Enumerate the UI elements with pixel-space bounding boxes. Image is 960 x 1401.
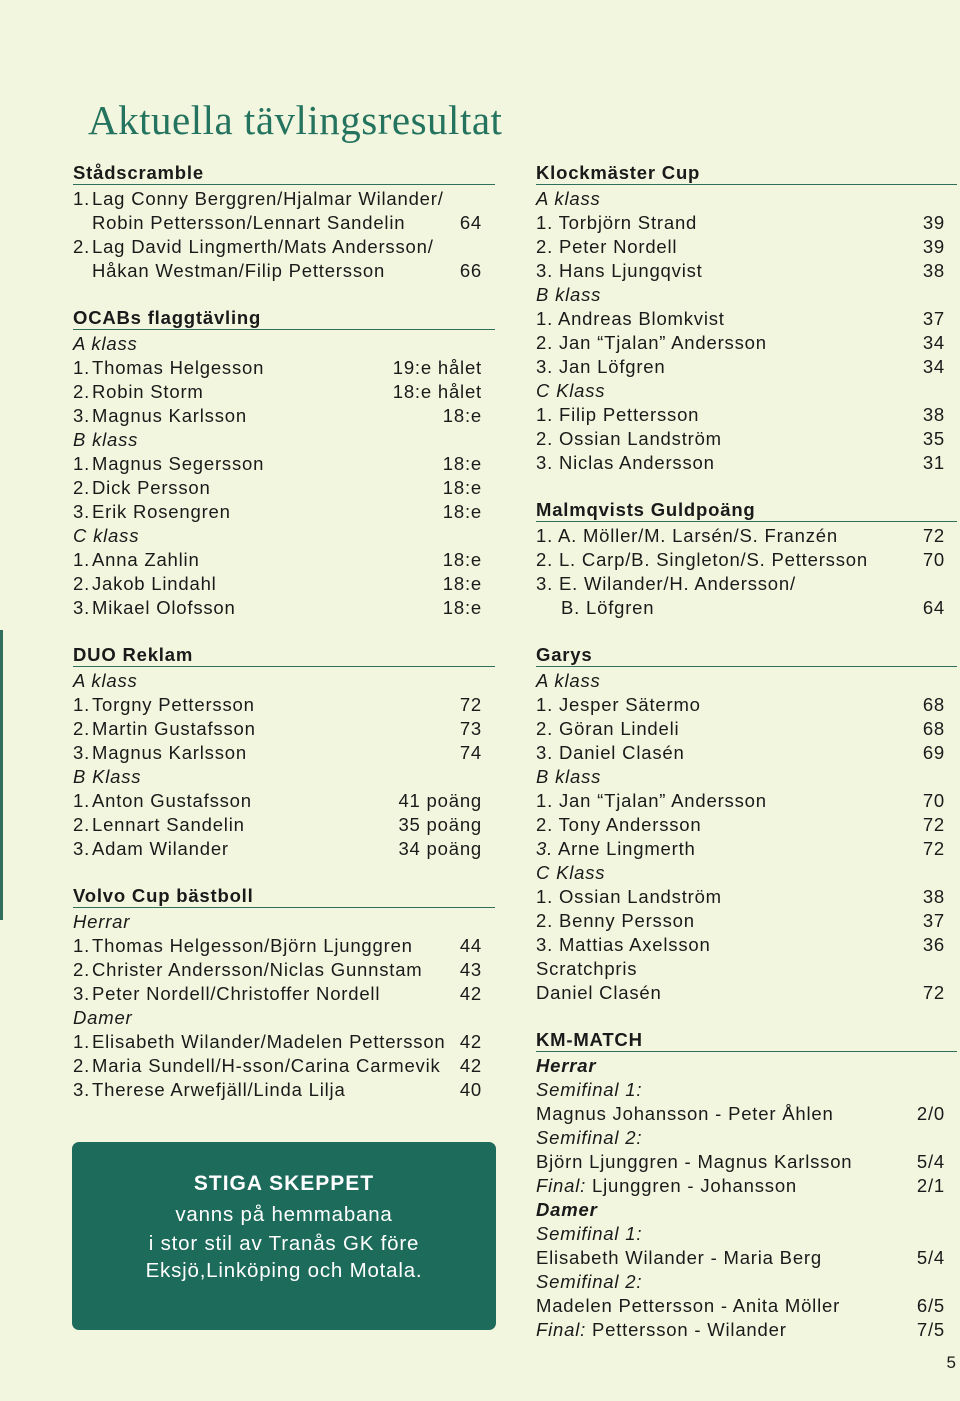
class-label: A klass xyxy=(73,670,138,691)
result-row: 2. Martin Gustafsson 73 xyxy=(73,718,482,739)
result-row: 1. Magnus Segersson 18:e xyxy=(73,453,482,474)
result-row: 1. Anton Gustafsson 41 poäng xyxy=(73,790,482,811)
result-row: 1. A. Möller/M. Larsén/S. Franzén 72 xyxy=(536,525,945,546)
class-label: Herrar xyxy=(73,911,131,932)
malmqvist-section xyxy=(536,499,957,620)
garys-section xyxy=(536,644,957,1005)
result-row: 3. Magnus Karlsson 18:e xyxy=(73,405,482,426)
match-row: Björn Ljunggren - Magnus Karlsson 5/4 xyxy=(536,1151,945,1172)
km-section xyxy=(536,1029,957,1342)
stadscramble-heading: Stådscramble xyxy=(73,162,495,185)
promo-box xyxy=(72,1142,496,1330)
duo-heading: DUO Reklam xyxy=(73,644,495,667)
result-row: B. Löfgren 64 xyxy=(561,597,945,618)
result-row: 3. Arne Lingmerth 72 xyxy=(536,838,945,859)
class-label: Herrar xyxy=(536,1055,597,1076)
right-column xyxy=(536,162,957,1342)
class-label: C Klass xyxy=(536,380,606,401)
class-label: A klass xyxy=(536,188,601,209)
round-label: Semifinal 1: xyxy=(536,1079,643,1100)
class-label: B klass xyxy=(536,284,602,305)
result-row: Håkan Westman/Filip Pettersson 66 xyxy=(92,260,482,281)
class-label: C klass xyxy=(73,525,140,546)
promo-heading: STIGA SKEPPET xyxy=(193,1172,375,1195)
promo-line: i stor stil av Tranås GK före xyxy=(148,1232,420,1255)
match-row: Magnus Johansson - Peter Åhlen 2/0 xyxy=(536,1103,945,1124)
volvo-heading: Volvo Cup bästboll xyxy=(73,885,495,908)
result-row: 3. Hans Ljungqvist 38 xyxy=(536,260,945,281)
result-row: 2. Tony Andersson 72 xyxy=(536,814,945,835)
result-row: 3. Erik Rosengren 18:e xyxy=(73,501,482,522)
result-row: 2. Dick Persson 18:e xyxy=(73,477,482,498)
class-label: B klass xyxy=(536,766,602,787)
klockmaster-section xyxy=(536,162,957,475)
class-label: B Klass xyxy=(73,766,142,787)
result-row: 2. Lag David Lingmerth/Mats Andersson/ xyxy=(73,236,434,257)
result-row: 2. Ossian Landström 35 xyxy=(536,428,945,449)
result-row: 3. Adam Wilander 34 poäng xyxy=(73,838,482,859)
match-row: Final: Ljunggren - Johansson 2/1 xyxy=(536,1175,945,1196)
result-row: 2. Jakob Lindahl 18:e xyxy=(73,573,482,594)
result-row: 1. Andreas Blomkvist 37 xyxy=(536,308,945,329)
result-row: 2. Christer Andersson/Niclas Gunnstam 43 xyxy=(73,959,482,980)
match-row: Final: Pettersson - Wilander 7/5 xyxy=(536,1319,945,1340)
garys-heading: Garys xyxy=(536,644,957,667)
klockmaster-heading: Klockmäster Cup xyxy=(536,162,957,185)
result-row: 1. Ossian Landström 38 xyxy=(536,886,945,907)
result-row: 2. Jan “Tjalan” Andersson 34 xyxy=(536,332,945,353)
ocabs-section xyxy=(73,307,495,620)
round-label: Semifinal 1: xyxy=(536,1223,643,1244)
left-column xyxy=(73,162,495,1102)
result-row: 3. Peter Nordell/Christoffer Nordell 42 xyxy=(73,983,482,1004)
result-row: 1. Elisabeth Wilander/Madelen Pettersson 42 xyxy=(73,1031,482,1052)
result-row: 2. Lennart Sandelin 35 poäng xyxy=(73,814,482,835)
class-label: Damer xyxy=(536,1199,598,1220)
result-row: 1. Thomas Helgesson/Björn Ljunggren 44 xyxy=(73,935,482,956)
scratch-label: Scratchpris xyxy=(536,958,638,979)
ocabs-heading: OCABs flaggtävling xyxy=(73,307,495,330)
result-row: 1. Anna Zahlin 18:e xyxy=(73,549,482,570)
result-row: 1. Torbjörn Strand 39 xyxy=(536,212,945,233)
promo-line: Eksjö,Linköping och Motala. xyxy=(145,1259,423,1282)
result-row: Robin Pettersson/Lennart Sandelin 64 xyxy=(92,212,482,233)
result-row: 2. Robin Storm 18:e hålet xyxy=(73,381,482,402)
result-row: 3. E. Wilander/H. Andersson/ xyxy=(536,573,796,594)
result-row: 3. Mikael Olofsson 18:e xyxy=(73,597,482,618)
result-row: 2. Peter Nordell 39 xyxy=(536,236,945,257)
class-label: A klass xyxy=(73,333,138,354)
round-label: Semifinal 2: xyxy=(536,1127,643,1148)
result-row: 1. Lag Conny Berggren/Hjalmar Wilander/ xyxy=(73,188,444,209)
result-row: 1. Jan “Tjalan” Andersson 70 xyxy=(536,790,945,811)
result-row: 2. L. Carp/B. Singleton/S. Pettersson 70 xyxy=(536,549,945,570)
edge-bar xyxy=(0,630,3,920)
class-label: Damer xyxy=(73,1007,133,1028)
result-row: 2. Göran Lindeli 68 xyxy=(536,718,945,739)
page-title: Aktuella tävlingsresultat xyxy=(88,97,503,143)
result-row: 2. Benny Persson 37 xyxy=(536,910,945,931)
page-number: 5 xyxy=(946,1353,956,1372)
result-row: 2. Maria Sundell/H-sson/Carina Carmevik 42 xyxy=(73,1055,482,1076)
result-row: 1. Filip Pettersson 38 xyxy=(536,404,945,425)
stadscramble-section xyxy=(73,162,495,283)
result-row: 3. Jan Löfgren 34 xyxy=(536,356,945,377)
round-label: Semifinal 2: xyxy=(536,1271,643,1292)
result-row: 3. Therese Arwefjäll/Linda Lilja 40 xyxy=(73,1079,482,1100)
match-row: Elisabeth Wilander - Maria Berg 5/4 xyxy=(536,1247,945,1268)
class-label: C Klass xyxy=(536,862,606,883)
match-row: Madelen Pettersson - Anita Möller 6/5 xyxy=(536,1295,945,1316)
result-row: 3. Daniel Clasén 69 xyxy=(536,742,945,763)
malmqvist-heading: Malmqvists Guldpoäng xyxy=(536,499,957,522)
class-label: B klass xyxy=(73,429,139,450)
result-row: 3. Niclas Andersson 31 xyxy=(536,452,945,473)
volvo-section xyxy=(73,885,495,1102)
result-row: Daniel Clasén 72 xyxy=(536,982,945,1003)
result-row: 1. Jesper Sätermo 68 xyxy=(536,694,945,715)
promo-line: vanns på hemmabana xyxy=(175,1203,393,1226)
result-row: 1. Thomas Helgesson 19:e hålet xyxy=(73,357,482,378)
class-label: A klass xyxy=(536,670,601,691)
duo-section xyxy=(73,644,495,861)
result-row: 1. Torgny Pettersson 72 xyxy=(73,694,482,715)
result-row: 3. Magnus Karlsson 74 xyxy=(73,742,482,763)
km-heading: KM-MATCH xyxy=(536,1029,957,1052)
result-row: 3. Mattias Axelsson 36 xyxy=(536,934,945,955)
